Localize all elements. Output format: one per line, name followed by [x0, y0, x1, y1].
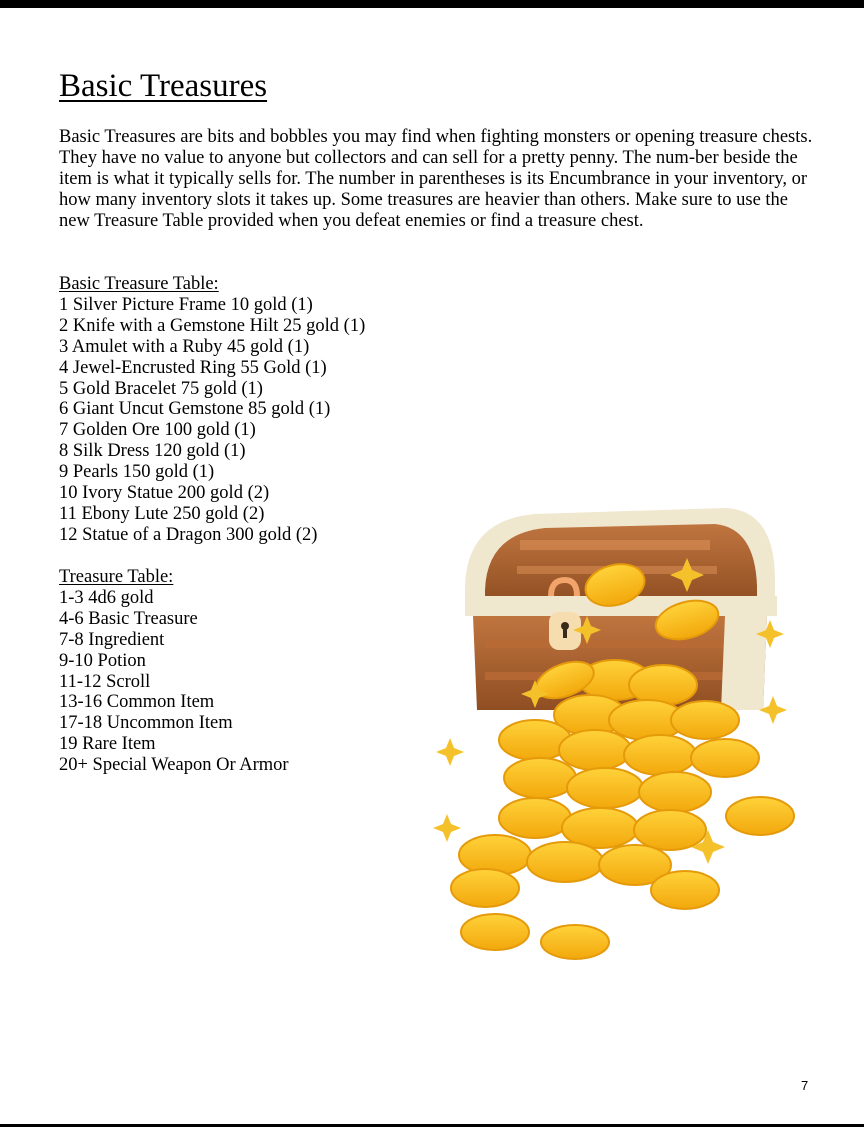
- table-row: 9-10 Potion: [59, 650, 146, 671]
- table-row: 10 Ivory Statue 200 gold (2): [59, 483, 270, 504]
- table-row: 8 Silk Dress 120 gold (1): [59, 441, 246, 462]
- table-row: 1 Silver Picture Frame 10 gold (1): [59, 294, 313, 315]
- table-row: 7 Golden Ore 100 gold (1): [59, 420, 256, 441]
- table-row: 12 Statue of a Dragon 300 gold (2): [59, 524, 318, 545]
- table-row: 19 Rare Item: [59, 734, 156, 755]
- table-row: 6 Giant Uncut Gemstone 85 gold (1): [59, 399, 331, 420]
- page-number: 7: [801, 1078, 809, 1093]
- table-row: 17-18 Uncommon Item: [59, 713, 233, 734]
- table-row: 20+ Special Weapon Or Armor: [59, 755, 289, 776]
- treasure-table: [59, 567, 289, 776]
- intro-paragraph: Basic Treasures are bits and bobbles you may find when fighting monsters or opening treasure chests. They have no value to anyone but collectors and can sell for a pretty penny. The num-ber beside the item is what it typically sells for. The number in parentheses is its Encumbrance in your inventory, or how many inventory slots it takes up. Some treasures are heavier than others. Make sure to use the new Treasure Table provided when you defeat enemies or find a treasure chest.: [59, 127, 813, 231]
- table-row: 11-12 Scroll: [59, 671, 151, 692]
- basic-treasure-table-heading: Basic Treasure Table:: [59, 274, 219, 294]
- page-title: Basic Treasures: [59, 68, 268, 104]
- treasure-chest-with-gold-coins-icon: [425, 500, 805, 970]
- table-row: 2 Knife with a Gemstone Hilt 25 gold (1): [59, 315, 366, 336]
- table-row: 9 Pearls 150 gold (1): [59, 462, 215, 483]
- table-row: 7-8 Ingredient: [59, 629, 165, 650]
- treasure-table-heading: Treasure Table:: [59, 567, 174, 587]
- table-row: 13-16 Common Item: [59, 692, 215, 713]
- table-row: 3 Amulet with a Ruby 45 gold (1): [59, 336, 310, 357]
- table-row: 11 Ebony Lute 250 gold (2): [59, 503, 265, 524]
- table-row: 1-3 4d6 gold: [59, 587, 154, 608]
- table-row: 4-6 Basic Treasure: [59, 608, 198, 629]
- table-row: 4 Jewel-Encrusted Ring 55 Gold (1): [59, 357, 327, 378]
- top-border: [0, 0, 864, 8]
- basic-treasure-table: [59, 274, 365, 546]
- table-row: 5 Gold Bracelet 75 gold (1): [59, 378, 263, 399]
